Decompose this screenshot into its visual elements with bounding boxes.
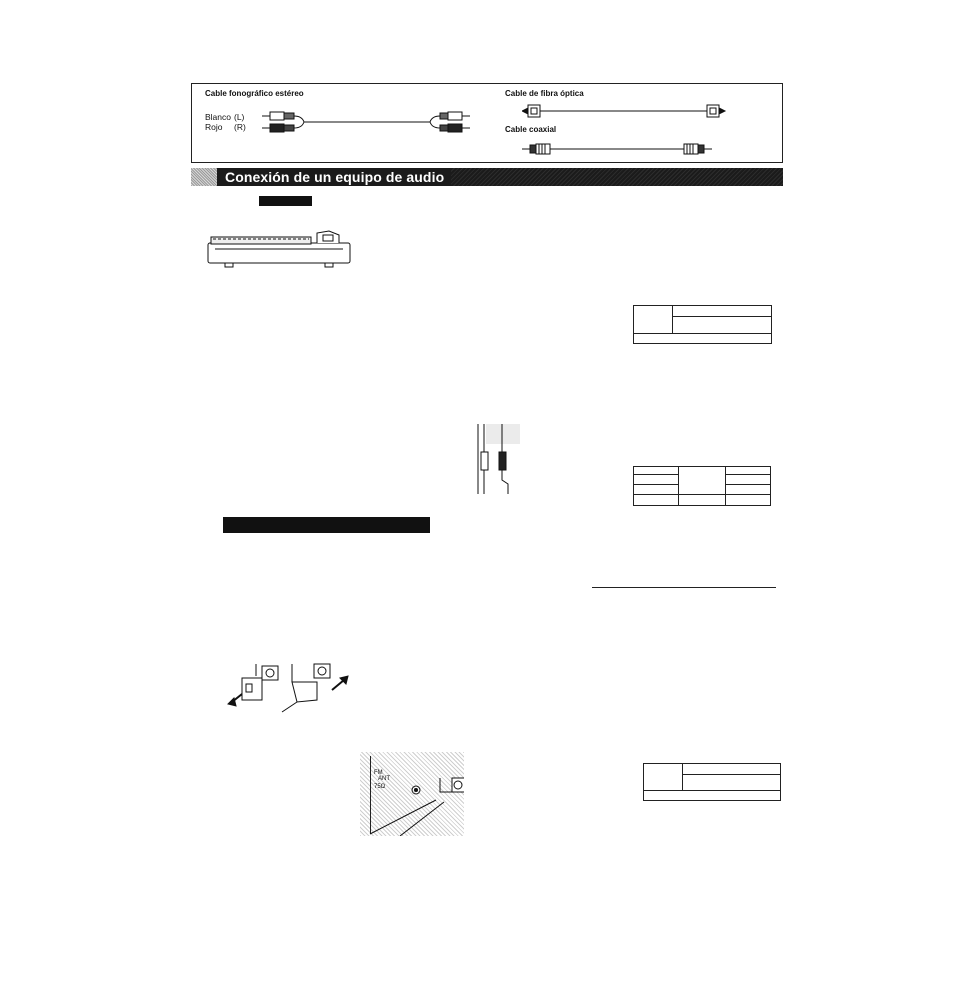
banner-texture-left <box>191 168 217 186</box>
turntable-illustration <box>205 225 355 271</box>
subheading-bar <box>259 196 312 206</box>
white-channel: (L) <box>234 112 245 122</box>
phono-cable-illustration <box>262 108 482 136</box>
phono-cable-title: Cable fonográfico estéreo <box>205 89 304 98</box>
coaxial-cable-illustration <box>522 142 722 156</box>
red-channel: (R) <box>234 122 246 132</box>
panel-lines <box>360 752 464 836</box>
coaxial-cable-title: Cable coaxial <box>505 125 557 134</box>
optical-cable-title: Cable de fibra óptica <box>505 89 584 98</box>
subsection-bar <box>223 517 430 533</box>
optical-cable-illustration <box>522 104 737 118</box>
section-banner <box>191 168 783 186</box>
banner-texture <box>451 168 783 186</box>
cable-legend-box <box>191 83 783 163</box>
divider-line <box>592 587 776 588</box>
fm-label: FM <box>374 770 383 776</box>
rear-panel-illustration <box>360 752 464 836</box>
optical-connector-illustration <box>222 662 357 714</box>
white-label: Blanco <box>205 112 231 122</box>
ant-label: ANT <box>378 776 390 782</box>
ohm-label: 75Ω <box>374 784 386 790</box>
table-1 <box>633 305 772 344</box>
rca-plugs-illustration <box>472 424 522 496</box>
section-title: Conexión de un equipo de audio <box>225 169 445 185</box>
table-3 <box>643 763 781 801</box>
table-2 <box>633 466 771 506</box>
red-label: Rojo <box>205 122 223 132</box>
